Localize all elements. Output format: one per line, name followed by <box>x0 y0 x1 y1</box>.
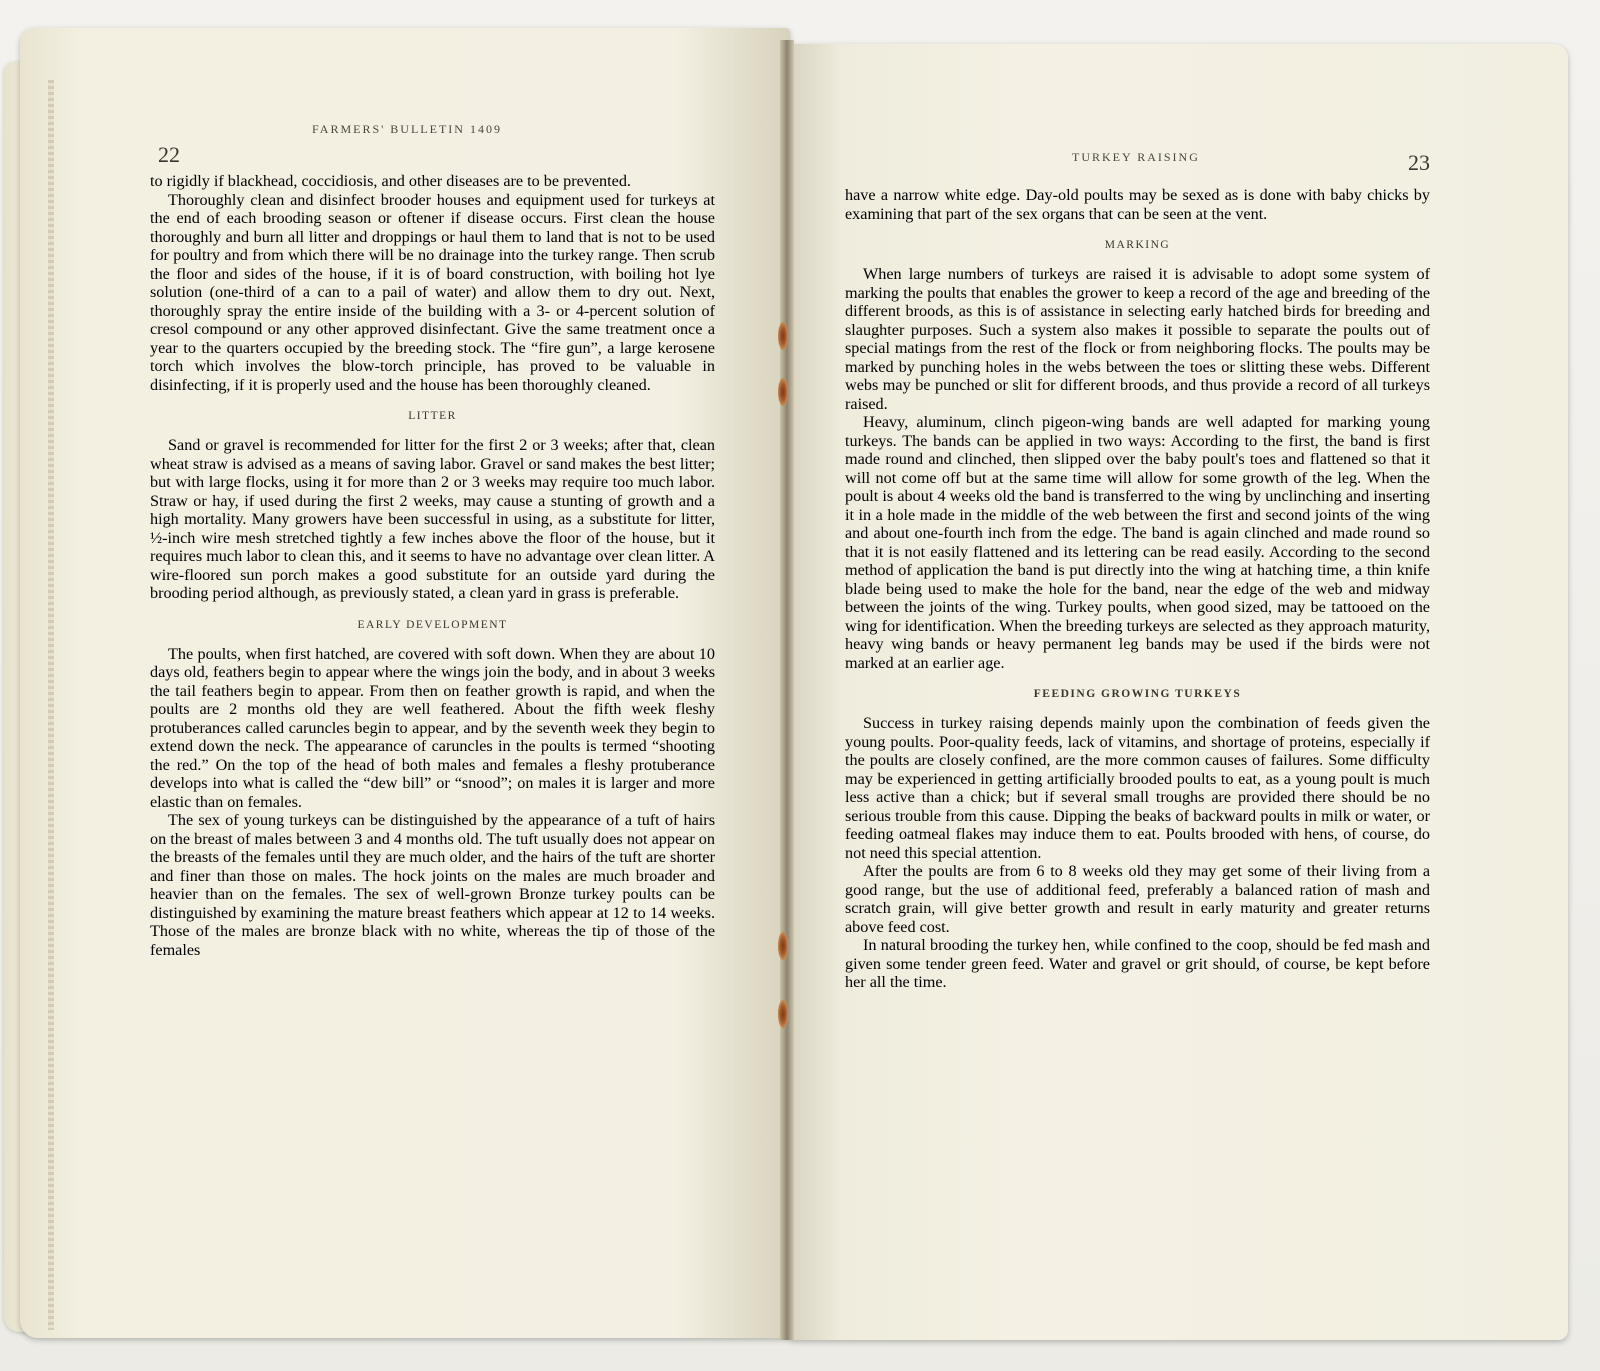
paragraph: In natural brooding the turkey hen, while confined to the coop, should be fed mash and given some tender green feed. Water and gravel or grit should, of course, be kept before her all the time. <box>845 936 1430 991</box>
right-running-head: TURKEY RAISING <box>1072 150 1200 164</box>
paragraph: Thoroughly clean and disinfect brooder houses and equipment used for turkeys at the end of each brooding season or oftener if disease occurs. First clean the house thoroughly and burn all litter and droppings or haul them to land that is not to be used for poultry and from which there will be no drainage into the turkey range. Then scrub the floor and sides of the house, if it is of board construction, with boiling hot lye solution (one-third of a can to a pail of water) and allow them to dry out. Next, thoroughly spray the entire inside of the building with a 3- or 4-percent solution of cresol compound or any other approved disinfectant. Give the same treatment once a year to the quarters occupied by the breeding stock. The “fire gun”, a large kerosene torch which involves the blow-torch principle, has proved to be valuable in disinfecting, if it is properly used and the house has been thoroughly cleaned. <box>150 190 715 394</box>
right-page-number: 23 <box>1408 150 1430 175</box>
staple <box>778 378 788 406</box>
section-heading: EARLY DEVELOPMENT <box>357 618 508 631</box>
staple <box>778 322 788 350</box>
book-gutter <box>780 40 794 1340</box>
paragraph: have a narrow white edge. Day-old poults may be sexed as is done with baby chicks by examining that part of the sex organs that can be seen at the vent. <box>845 186 1430 223</box>
staple <box>778 1000 788 1028</box>
right-page-body <box>845 186 1430 992</box>
section-heading: FEEDING GROWING TURKEYS <box>1033 688 1242 700</box>
paragraph: The poults, when first hatched, are covered with soft down. When they are about 10 days old, feathers begin to appear where the wings join the body, and in about 3 weeks the tail feathers begin to appear. From then on feather growth is rapid, and when the poults are 2 months old they are well feathered. About the fifth week fleshy protuberances called caruncles begin to appear, and by the seventh week they begin to extend down the neck. The appearance of caruncles in the poults is termed “shooting the red.” On the top of the head of both males and females a fleshy protuberance develops into what is called the “dew bill” or “snood”; on males it is larger and more elastic than on females. <box>150 644 715 811</box>
left-page-body <box>150 172 715 959</box>
paragraph: Sand or gravel is recommended for litter for the first 2 or 3 weeks; after that, clean wheat straw is advised as a means of saving labor. Gravel or sand makes the best litter; but with large flocks, using it for more than 2 or 3 weeks may require too much labor. Straw or hay, if used during the first 2 weeks, may cause a stunting of growth and a high mortality. Many growers have been successful in using, as a substitute for litter, ½-inch wire mesh stretched tightly a few inches above the floor of the house, but it requires much labor to clean this, and it seems to have no advantage over clean litter. A wire-floored sun porch makes a good substitute for an outside yard during the brooding period although, as previously stated, a clean yard in grass is preferable. <box>150 436 715 602</box>
left-running-head: FARMERS' BULLETIN 1409 <box>312 122 502 136</box>
staple <box>778 932 788 960</box>
binding-stitch <box>48 80 54 1330</box>
paragraph: When large numbers of turkeys are raised it is advisable to adopt some system of marking the poults that enables the grower to keep a record of the age and breeding of the different broods, as this is of assistance in selecting early hatched birds for breeding and slaughter purposes. Such a system also makes it possible to separate the poults out of special matings from the rest of the flock or from neighboring flocks. The poults may be marked by punching holes in the webs between the toes or slitting these webs. Different webs may be punched or slit for different broods, and thus provide a record of all turkeys raised. <box>845 265 1430 413</box>
section-heading: LITTER <box>408 410 457 422</box>
left-page-number: 22 <box>158 142 180 167</box>
paragraph: Success in turkey raising depends mainly upon the combination of feeds given the young poults. Poor-quality feeds, lack of vitamins, and shortage of proteins, especially if the poults are closely confined, are the more common causes of failures. Some difficulty may be experienced in getting artificially brooded poults to eat, as a young poult is much less active than a chick; but if several small troughs are provided there should be no serious trouble from this cause. Dipping the beaks of backward poults in milk or water, or feeding oatmeal flakes may induce them to eat. Poults brooded with hens, of course, do not need this special attention. <box>845 714 1430 862</box>
paragraph: The sex of young turkeys can be distinguished by the appearance of a tuft of hairs on the breast of males between 3 and 4 months old. The tuft usually does not appear on the breasts of the females until they are much older, and the hairs of the tuft are shorter and finer than those on males. The hock joints on the males are much broader and heavier than on the females. The sex of well-grown Bronze turkey poults can be distinguished by examining the mature breast feathers which appear at 12 to 14 weeks. Those of the males are bronze black with no white, whereas the tip of those of the females <box>150 811 715 959</box>
paragraph: After the poults are from 6 to 8 weeks old they may get some of their living from a good range, but the use of additional feed, preferably a balanced ration of mash and scratch grain, will give better growth and result in early maturity and greater returns above feed cost. <box>845 862 1430 936</box>
section-heading: MARKING <box>1104 239 1171 251</box>
paragraph: to rigidly if blackhead, coccidiosis, and other diseases are to be prevented. <box>150 172 631 190</box>
paragraph: Heavy, aluminum, clinch pigeon-wing bands are well adapted for marking young turkeys. The bands can be applied in two ways: According to the first, the band is first made round and clinched, then slipped over the baby poult's toes and flattened so that it will not come off but at the same time will allow for some growth of the leg. When the poult is about 4 weeks old the band is transferred to the wing by unclinching and inserting it in a hole made in the middle of the web between the first and second joints of the wing and about one-fourth inch from the edge. The band is again clinched and made round so that it is not easily flattened and its lettering can be read easily. According to the second method of application the band is put directly into the wing at hatching time, a thin knife blade being used to make the hole for the band, near the edge of the web and midway between the joints of the wing. Turkey poults, when good sized, may be tattooed on the wing for identification. When the breeding turkeys are selected as they approach maturity, heavy wing bands or heavy permanent leg bands may be used if the birds were not marked at an earlier age. <box>845 413 1430 672</box>
